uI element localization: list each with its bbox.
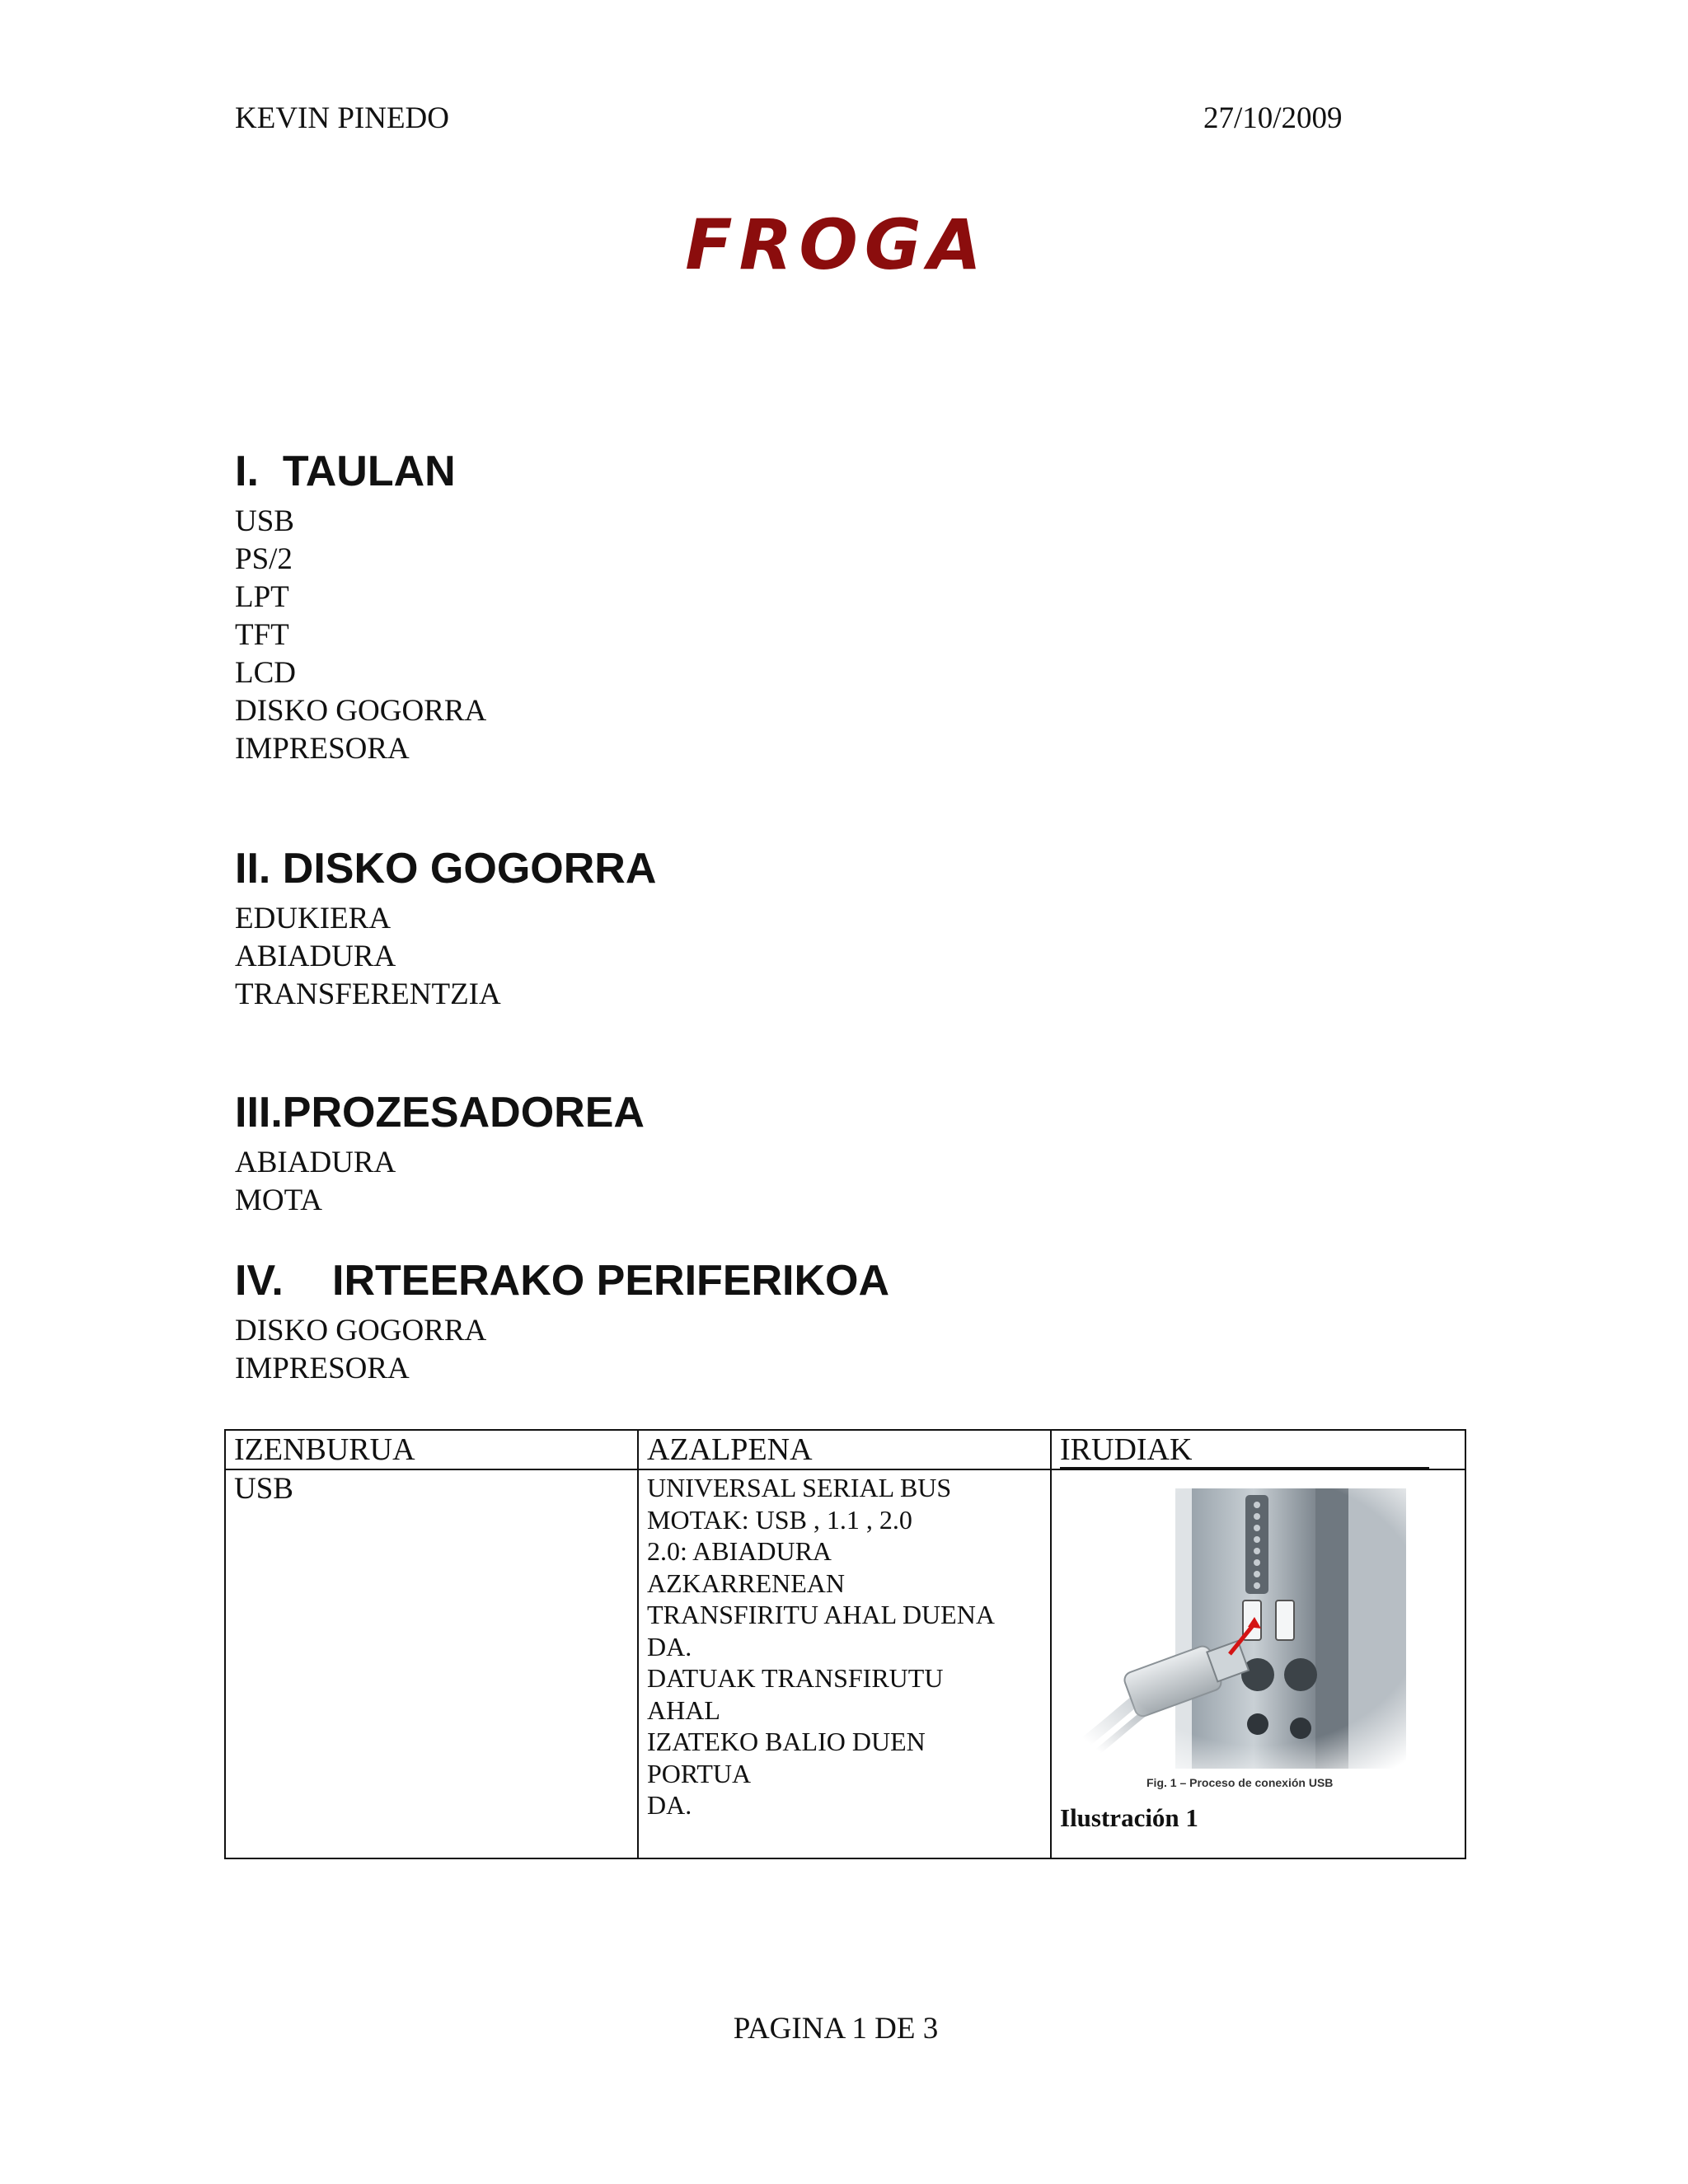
section-list [235,900,656,1014]
table-header-row [225,1430,1465,1469]
section-number: I. [235,448,259,495]
table-row [225,1469,1465,1858]
section-list [235,1144,645,1220]
description-line: TRANSFIRITU AHAL DUENA [647,1600,995,1629]
list-item: IMPRESORA [235,732,410,766]
usb-connection-illustration [1060,1477,1423,1798]
section-list [235,503,486,768]
section-heading [235,842,656,895]
list-item: PS/2 [235,542,293,576]
description-line: PORTUA [647,1758,752,1788]
section-heading-text: DISKO GOGORRA [282,845,657,893]
usb-connection-image [1060,1477,1423,1798]
author-name: KEVIN PINEDO [235,101,449,135]
column-header-irudiak-text: IRUDIAK [1060,1432,1193,1467]
column-header-azalpena: AZALPENA [638,1430,1051,1469]
column-header-irudiak [1051,1430,1465,1469]
section-heading-text: TAULAN [282,448,456,495]
section-heading [235,1086,645,1139]
description-line: DA. [647,1631,692,1661]
list-item: ABIADURA [235,940,396,973]
section-number: II. [235,845,271,893]
list-item: IMPRESORA [235,1352,410,1385]
description-lines [647,1470,1042,1821]
section-list [235,1312,889,1388]
cell-description [638,1469,1051,1858]
section-number: III. [235,1089,283,1137]
list-item: DISKO GOGORRA [235,1314,487,1347]
list-item: TFT [235,618,289,652]
header-underline [1060,1467,1429,1469]
description-line: DA. [647,1790,692,1820]
list-item: LCD [235,656,296,690]
list-item: DISKO GOGORRA [235,694,487,728]
list-item: EDUKIERA [235,902,392,935]
image-caption: Ilustración 1 [1060,1803,1198,1832]
image-inner-caption: Fig. 1 – Proceso de conexión USB [1146,1776,1334,1789]
description-line: MOTAK: USB , 1.1 , 2.0 [647,1504,912,1535]
section-prozesadorea [235,1086,645,1220]
column-header-izenburua: IZENBURUA [225,1430,638,1469]
list-item: TRANSFERENTZIA [235,977,501,1011]
section-disko-gogorra [235,842,656,1014]
description-line: AHAL [647,1694,720,1725]
section-heading [235,1254,889,1307]
section-irteerako-periferikoa [235,1254,889,1388]
description-line: IZATEKO BALIO DUEN [647,1727,926,1756]
cell-name: USB [225,1469,638,1858]
section-heading [235,445,486,498]
cell-image [1051,1469,1465,1858]
description-line: DATUAK TRANSFIRUTU [647,1663,944,1693]
section-heading-text: IRTEERAKO PERIFERIKOA [332,1257,890,1305]
description-line: 2.0: ABIADURA [647,1536,832,1566]
usb-table [224,1429,1466,1859]
list-item: USB [235,504,294,538]
page-footer: PAGINA 1 DE 3 [733,2012,939,2046]
list-item: MOTA [235,1183,322,1217]
description-line: AZKARRENEAN [647,1568,845,1598]
list-item: LPT [235,580,289,614]
document-date: 27/10/2009 [1203,101,1343,135]
document-title: FROGA [685,204,988,285]
section-heading-text: PROZESADOREA [282,1089,645,1137]
section-number: IV. [235,1257,284,1305]
section-taulan [235,445,486,768]
description-line: UNIVERSAL SERIAL BUS [647,1473,952,1502]
list-item: ABIADURA [235,1146,396,1179]
